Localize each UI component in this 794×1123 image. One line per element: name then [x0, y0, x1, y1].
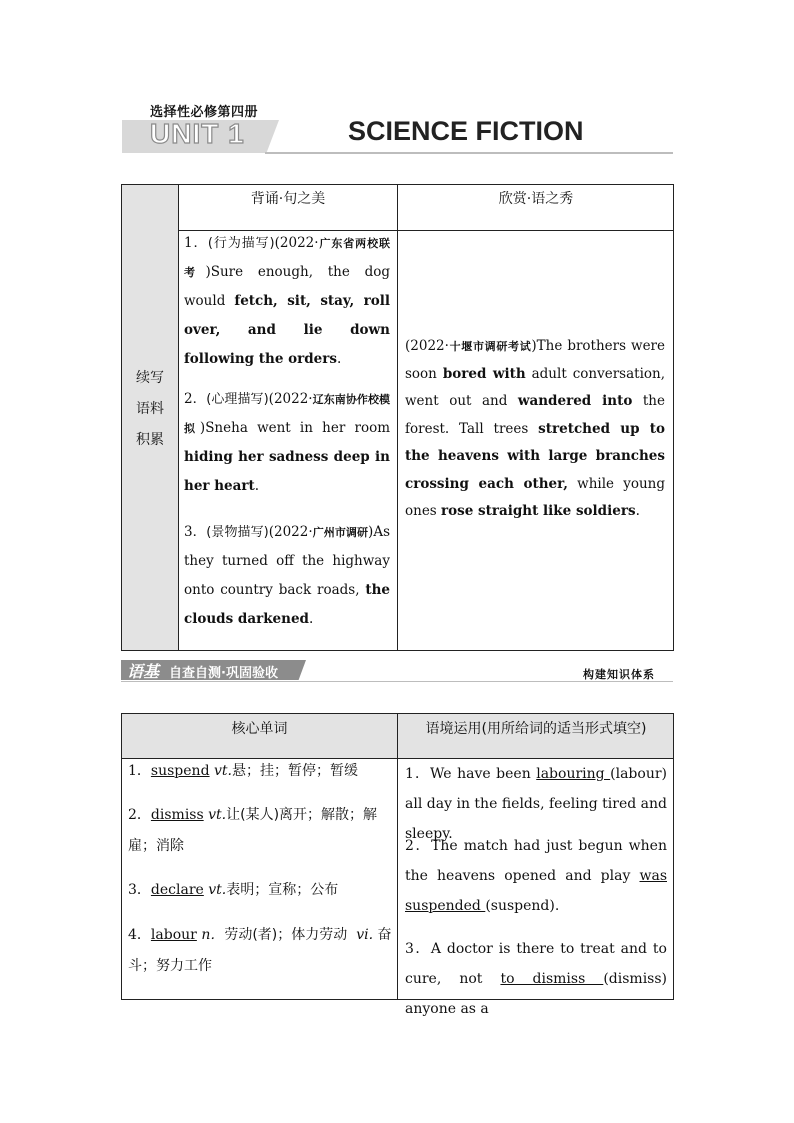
word-item-3: 3．declare vt.表明；宣称；公布 — [128, 882, 339, 898]
sentence-item-1: 1．(行为描写)(2022·广东省两校联考)Sure enough, the dog would fetch, sit, stay, roll over, and lie down following the orders. — [184, 235, 391, 367]
section-label: 自查自测·巩固验收 — [169, 666, 278, 681]
side-label-1: 续写 — [136, 370, 164, 386]
section-divider — [121, 681, 673, 682]
page-title: SCIENCE FICTION — [348, 116, 584, 146]
side-label-3: 积累 — [136, 432, 164, 448]
section-right-label: 构建知识体系 — [583, 668, 655, 681]
column-divider — [397, 714, 398, 999]
exercise-item-3: 3．A doctor is there to treat and to cure, not to dismiss (dismiss) anyone as a — [405, 941, 667, 1017]
word-item-4: 4．labour n．劳动(者)；体力劳动 vi. 奋斗；努力工作 — [128, 927, 392, 974]
header-divider — [265, 152, 673, 154]
sentence-item-3: 3．(景物描写)(2022·广州市调研)As they turned off the highway onto country back roads, the clouds darkened. — [184, 524, 390, 627]
column-divider — [178, 185, 179, 650]
word-item-1: 1．suspend vt.悬；挂；暂停；暂缓 — [128, 763, 358, 779]
column-header-words: 核心单词 — [231, 721, 288, 737]
course-label: 选择性必修第四册 — [150, 105, 259, 120]
column-header-appreciate: 欣赏·语之秀 — [498, 191, 574, 207]
vocabulary-table — [121, 713, 674, 1017]
column-divider — [397, 185, 398, 650]
unit-label: UNIT 1 — [150, 118, 245, 149]
appreciation-paragraph: (2022·十堰市调研考试)The brothers were soon bored with adult conversation, went out and wandered into the forest. Tall trees stretched up to the heavens with large branches crossing each other, while young ones rose straight like soldiers. — [405, 338, 666, 519]
side-label-2: 语料 — [136, 401, 164, 417]
exercise-item-2: 2．The match had just begun when the heavens opened and play was suspended (suspend). — [405, 838, 667, 914]
writing-material-table — [121, 184, 674, 651]
exercise-item-1: 1．We have been labouring (labour) all day in the fields, feeling tired and sleepy. — [405, 766, 667, 842]
column-header-usage: 语境运用(用所给词的适当形式填空) — [425, 721, 647, 737]
word-item-2: 2．dismiss vt.让(某人)离开；解散；解雇；消除 — [128, 807, 378, 854]
sentence-item-2: 2．(心理描写)(2022·辽东南协作校模拟)Sneha went in her room hiding her sadness deep in her heart. — [184, 391, 391, 494]
column-header-recite: 背诵·句之美 — [250, 191, 326, 207]
section-word: 语基 — [127, 662, 160, 681]
